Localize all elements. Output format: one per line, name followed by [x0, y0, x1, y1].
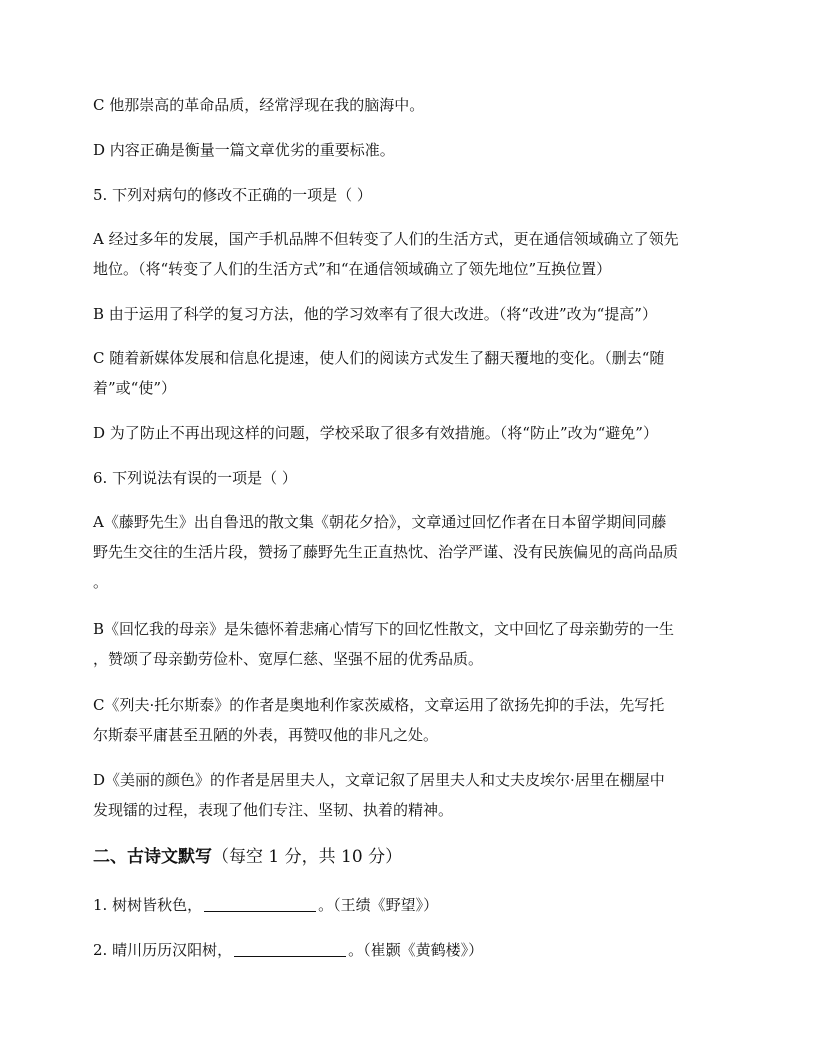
q6-option-c-line1: C《列夫·托尔斯泰》的作者是奥地利作家茨威格，文章运用了欲扬先抑的手法，先写托 [93, 696, 665, 714]
poem-1-source: 。（王绩《野望》） [318, 896, 439, 914]
section-2-title: 二、古诗文默写 [93, 847, 212, 867]
q6-option-b-line2: ，赞颂了母亲勤劳俭朴、宽厚仁慈、坚强不屈的优秀品质。 [93, 650, 484, 668]
poem-2-prompt: 2. 晴川历历汉阳树， [93, 941, 233, 959]
poem-1-blank[interactable] [204, 893, 316, 912]
q6-option-b-line1: B《回忆我的母亲》是朱德怀着悲痛心情写下的回忆性散文，文中回忆了母亲勤劳的一生 [93, 620, 675, 638]
q4-option-c: C 他那崇高的革命品质，经常浮现在我的脑海中。 [93, 96, 425, 114]
q5-stem: 5. 下列对病句的修改不正确的一项是（ ） [93, 186, 372, 204]
q5-option-a-line2: 地位。（将“转变了人们的生活方式”和“在通信领域确立了领先地位”互换位置） [93, 260, 612, 278]
section-2-score: （每空 1 分，共 10 分） [212, 847, 403, 867]
poem-item-1 [93, 890, 733, 920]
poem-2-blank[interactable] [234, 938, 346, 957]
q5-option-d: D 为了防止不再出现这样的问题，学校采取了很多有效措施。（将“防止”改为“避免”） [93, 424, 658, 442]
q5-option-b: B 由于运用了科学的复习方法，他的学习效率有了很大改进。（将“改进”改为“提高”） [93, 305, 657, 323]
poem-2-source: 。（崔颢《黄鹤楼》） [348, 941, 484, 959]
q5-option-a-line1: A 经过多年的发展，国产手机品牌不但转变了人们的生活方式，更在通信领域确立了领先 [93, 230, 679, 248]
q6-option-d-line2: 发现镭的过程，表现了他们专注、坚韧、执着的精神。 [93, 801, 454, 819]
poem-item-2 [93, 935, 733, 965]
q6-option-a-line1: A《藤野先生》出自鲁迅的散文集《朝花夕拾》，文章通过回忆作者在日本留学期间同藤 [93, 513, 667, 531]
q4-option-d: D 内容正确是衡量一篇文章优劣的重要标准。 [93, 141, 395, 159]
q6-option-d-line1: D《美丽的颜色》的作者是居里夫人，文章记叙了居里夫人和丈夫皮埃尔·居里在棚屋中 [93, 771, 665, 789]
section-2-heading [93, 842, 733, 872]
q6-option-a-line2: 野先生交往的生活片段，赞扬了藤野先生正直热忱、治学严谨、没有民族偏见的高尚品质 [93, 543, 679, 561]
poem-1-prompt: 1. 树树皆秋色， [93, 896, 203, 914]
q5-option-c-line1: C 随着新媒体发展和信息化提速，使人们的阅读方式发生了翻天覆地的变化。（删去“随 [93, 349, 665, 367]
q5-option-c-line2: 着”或“使”） [93, 379, 177, 397]
q6-option-a-line3: 。 [93, 573, 109, 591]
q6-option-c-line2: 尔斯泰平庸甚至丑陋的外表，再赞叹他的非凡之处。 [93, 726, 439, 744]
q6-stem: 6. 下列说法有误的一项是（ ） [93, 469, 297, 487]
